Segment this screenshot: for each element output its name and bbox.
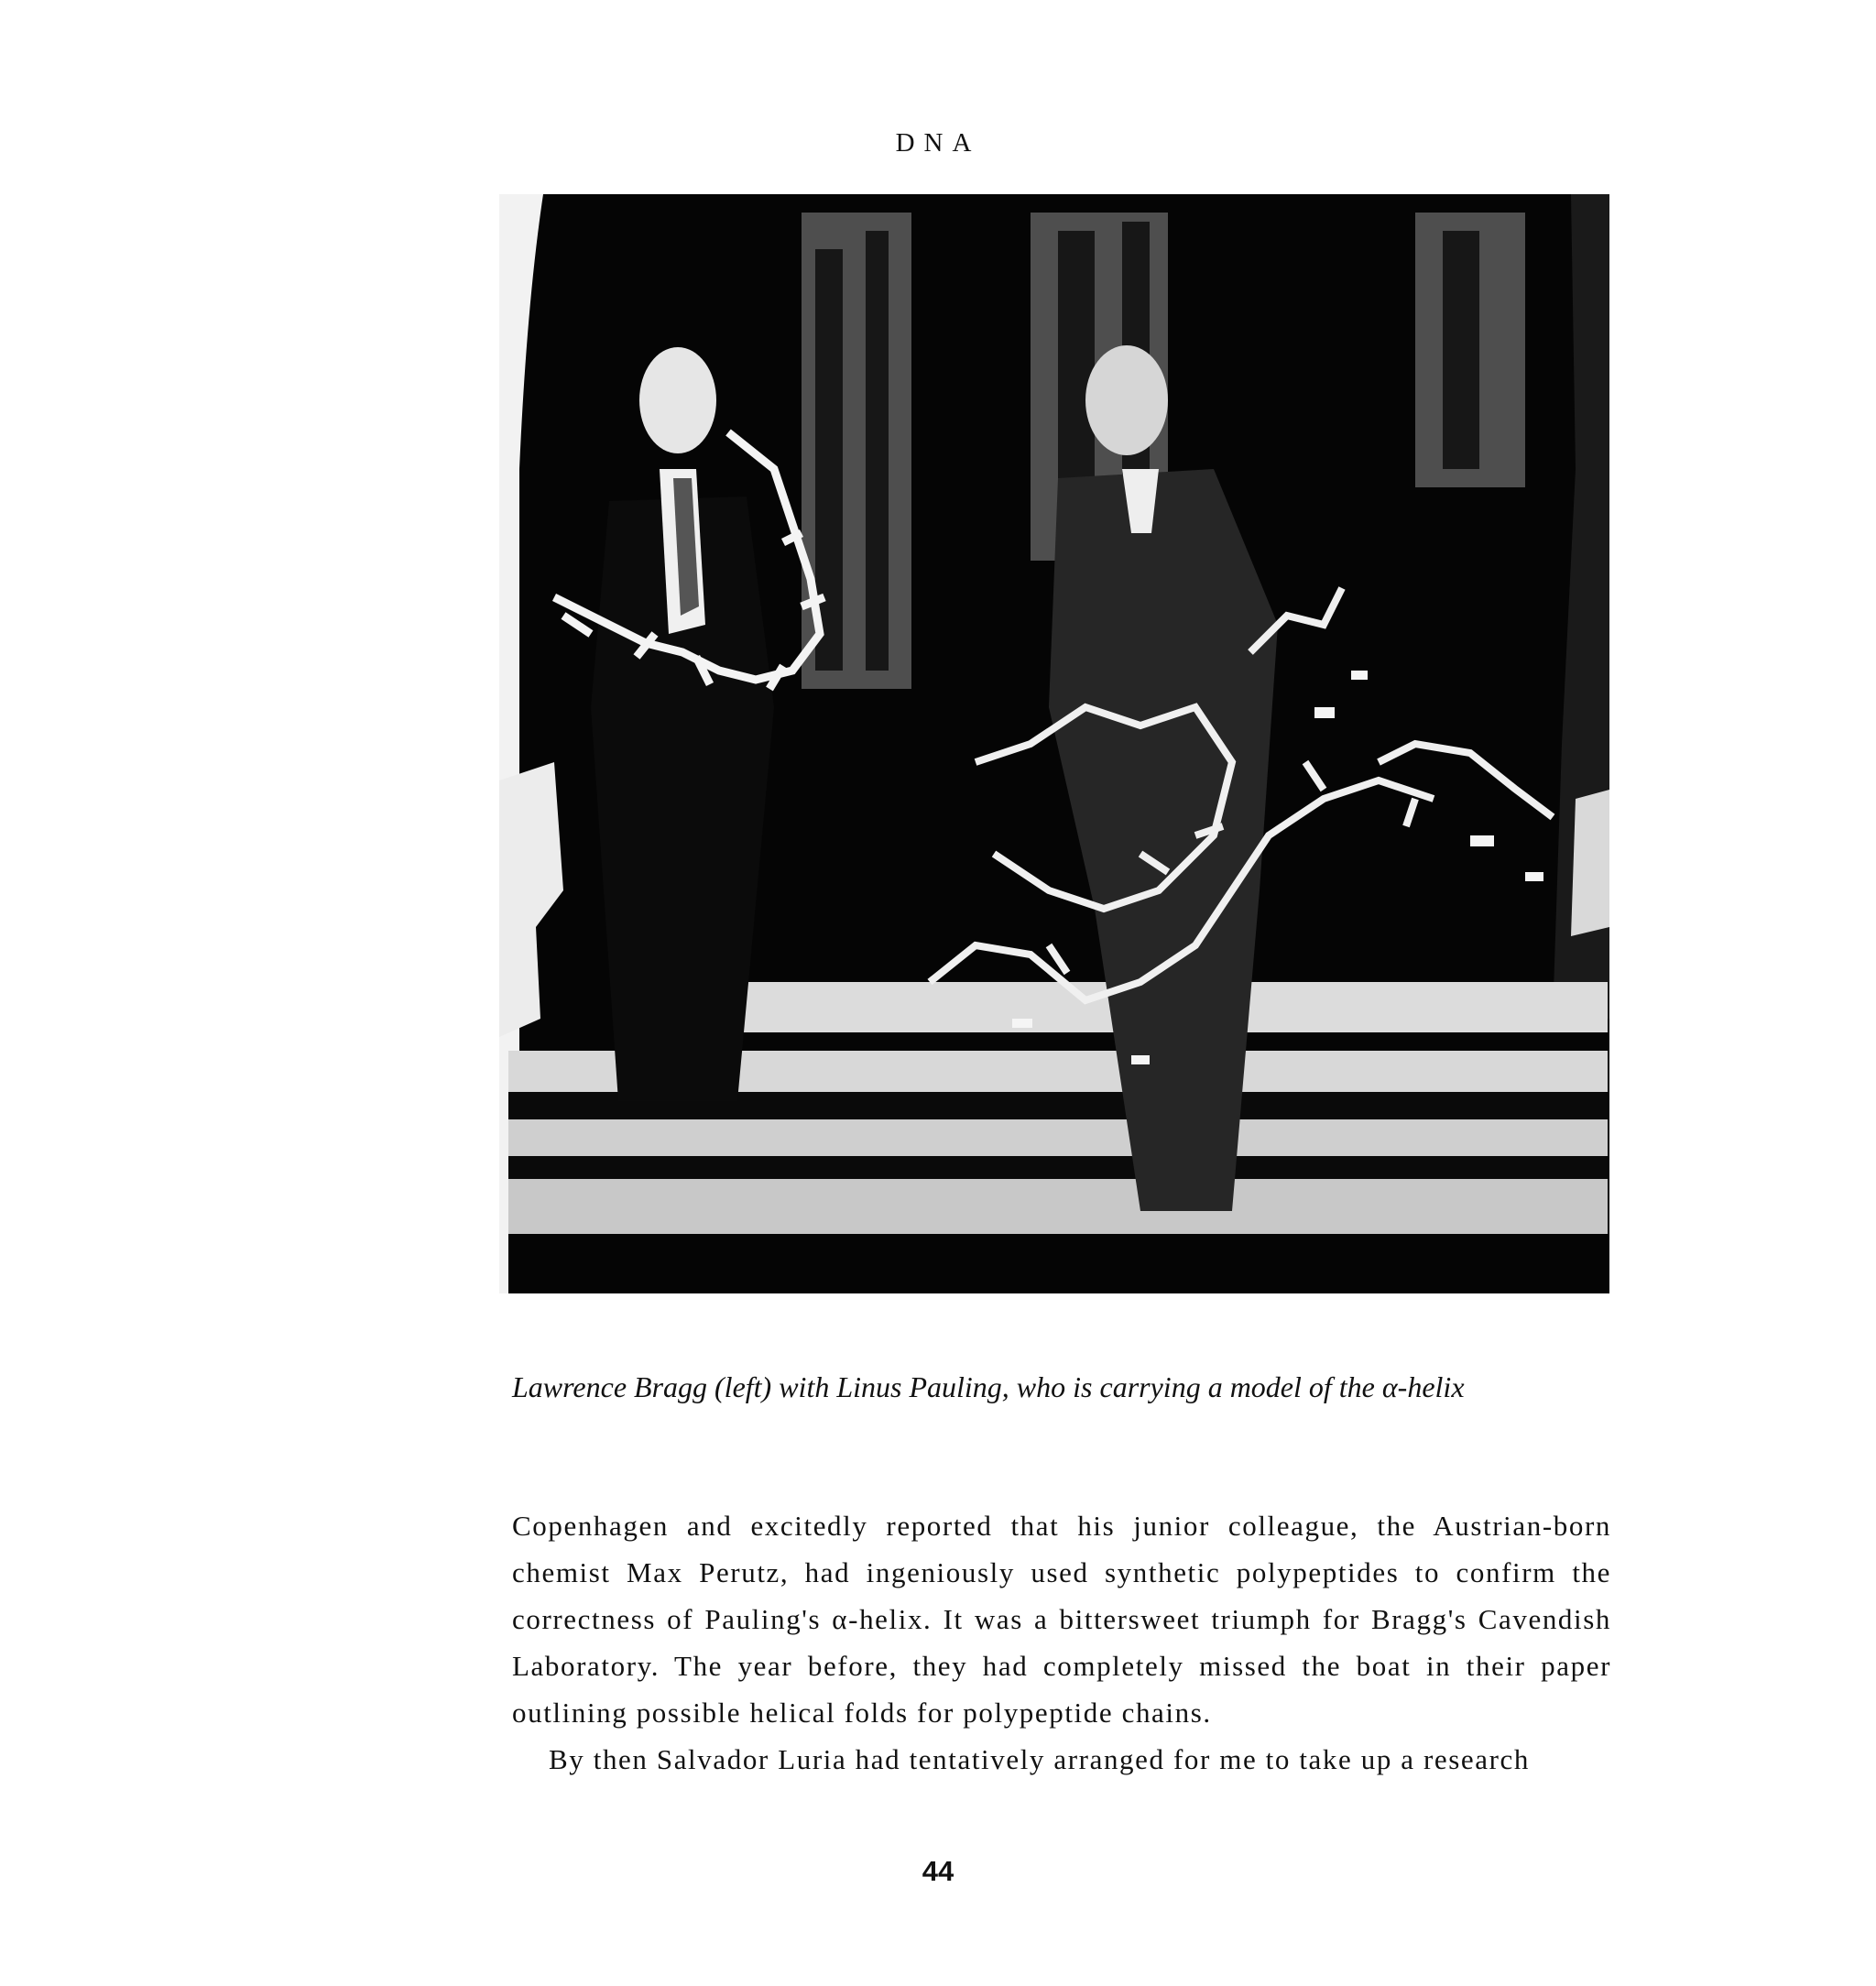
running-title: DNA xyxy=(895,128,981,158)
body-paragraph: By then Salvador Luria had tentatively arranged for me to take up a research xyxy=(549,1743,1531,1775)
body-text xyxy=(512,1502,1611,1783)
photo-illustration xyxy=(499,194,1609,1293)
body-paragraph: Copenhagen and excitedly reported that his junior colleague, the Austrian-born chemist Max Perutz, had ingeniously used synthetic polypeptides to confirm the correctness of Pauling's α-helix. It was a bittersweet triumph for Bragg's Cavendish Laboratory. The year before, they had completely missed the boat in their paper outlining possible helical folds for polypeptide chains. xyxy=(512,1510,1611,1729)
photograph-bragg-and-pauling xyxy=(499,194,1609,1293)
page-number: 44 xyxy=(922,1855,954,1887)
figure-caption: Lawrence Bragg (left) with Linus Pauling, who is carrying a model of the α-helix xyxy=(512,1370,1465,1403)
